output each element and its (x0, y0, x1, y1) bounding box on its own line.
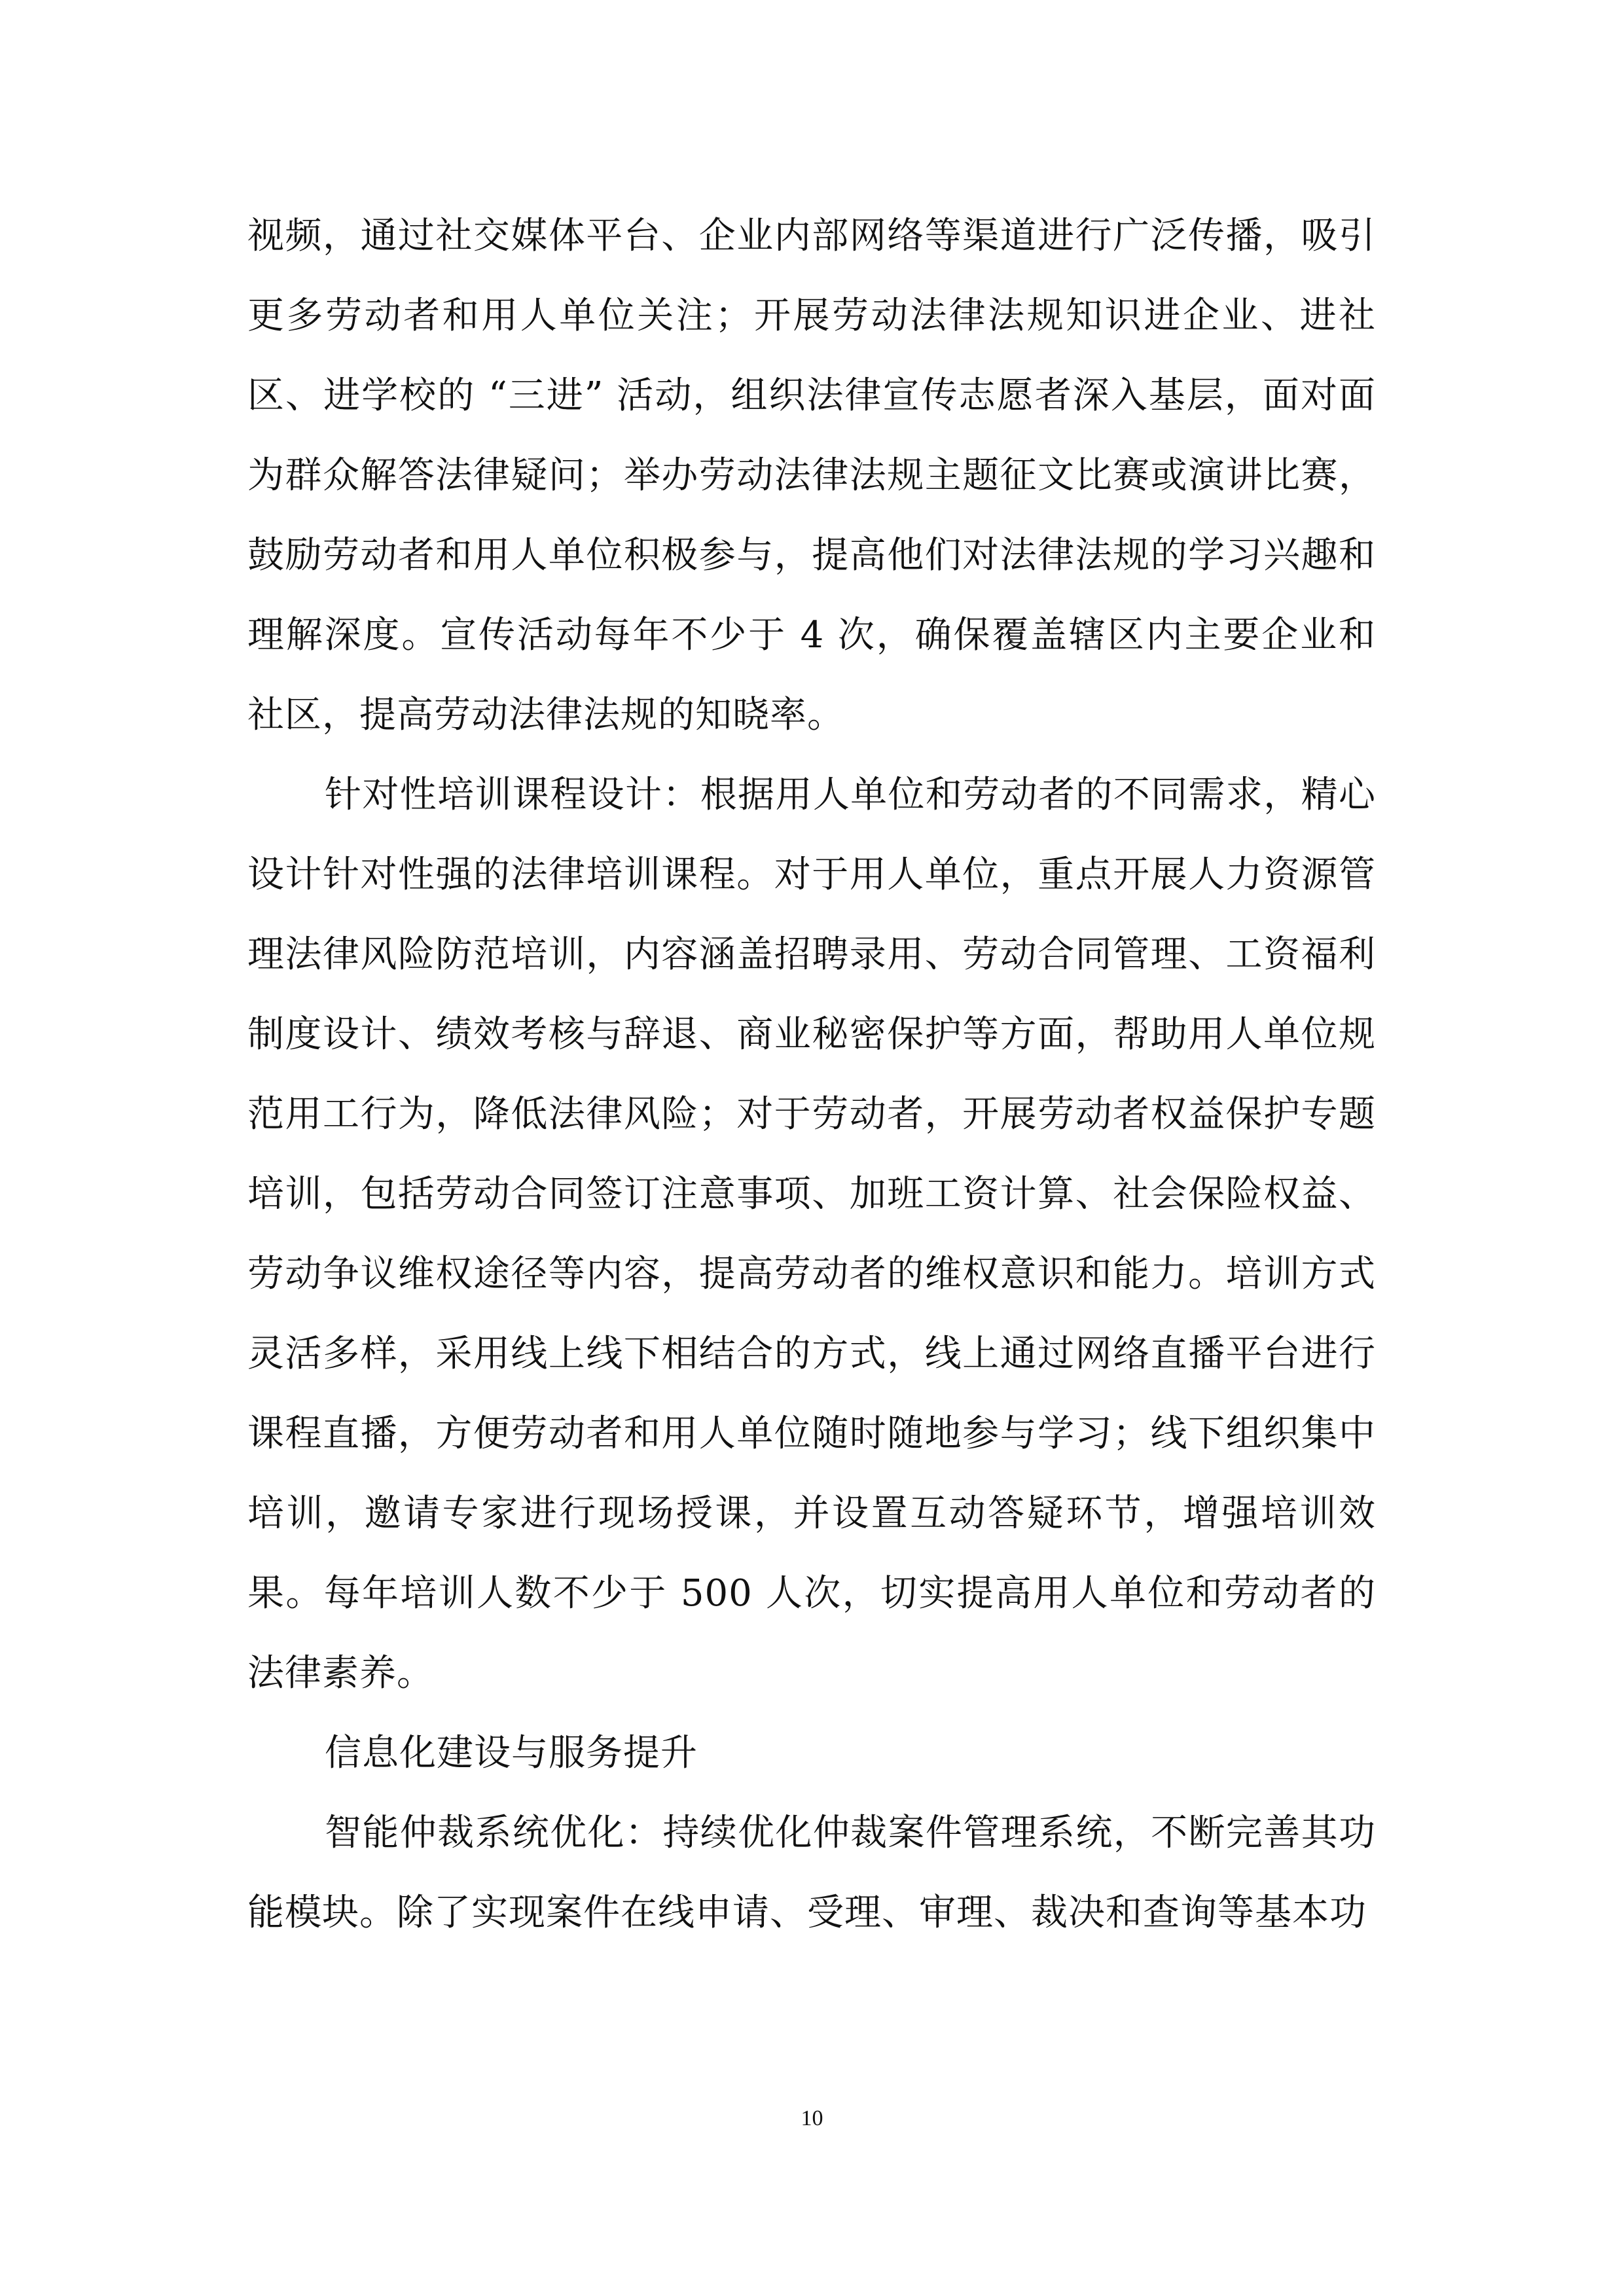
paragraph-smart-arbitration: 智能仲裁系统优化：持续优化仲裁案件管理系统，不断完善其功能模块。除了实现案件在线申请、受理、审理、裁决和查询等基本功 (247, 1812, 1376, 1934)
page-body (247, 196, 1376, 1953)
paragraph-publicity-activities: 视频，通过社交媒体平台、企业内部网络等渠道进行广泛传播，吸引更多劳动者和用人单位关注；开展劳动法律法规知识进企业、进社区、进学校的 “三进” 活动，组织法律宣传志愿者深入基层，面对面为群众解答法律疑问；举办劳动法律法规主题征文比赛或演讲比赛，鼓励劳动者和用人单位积极参与，提高他们对法律法规的学习兴趣和理解深度。宣传活动每年不少于 4 次，确保覆盖辖区内主要企业和社区，提高劳动法律法规的知晓率。 (247, 215, 1376, 736)
section-heading-informatization: 信息化建设与服务提升 (325, 1732, 698, 1774)
paragraph-training-courses: 针对性培训课程设计：根据用人单位和劳动者的不同需求，精心设计针对性强的法律培训课程。对于用人单位，重点开展人力资源管理法律风险防范培训，内容涵盖招聘录用、劳动合同管理、工资福利制度设计、绩效考核与辞退、商业秘密保护等方面，帮助用人单位规范用工行为，降低法律风险；对于劳动者，开展劳动者权益保护专题培训，包括劳动合同签订注意事项、加班工资计算、社会保险权益、劳动争议维权途径等内容，提高劳动者的维权意识和能力。培训方式灵活多样，采用线上线下相结合的方式，线上通过网络直播平台进行课程直播，方便劳动者和用人单位随时随地参与学习；线下组织集中培训，邀请专家进行现场授课，并设置互动答疑环节，增强培训效果。每年培训人数不少于 500 人次，切实提高用人单位和劳动者的法律素养。 (247, 774, 1376, 1695)
page-number: 10 (801, 2106, 823, 2130)
